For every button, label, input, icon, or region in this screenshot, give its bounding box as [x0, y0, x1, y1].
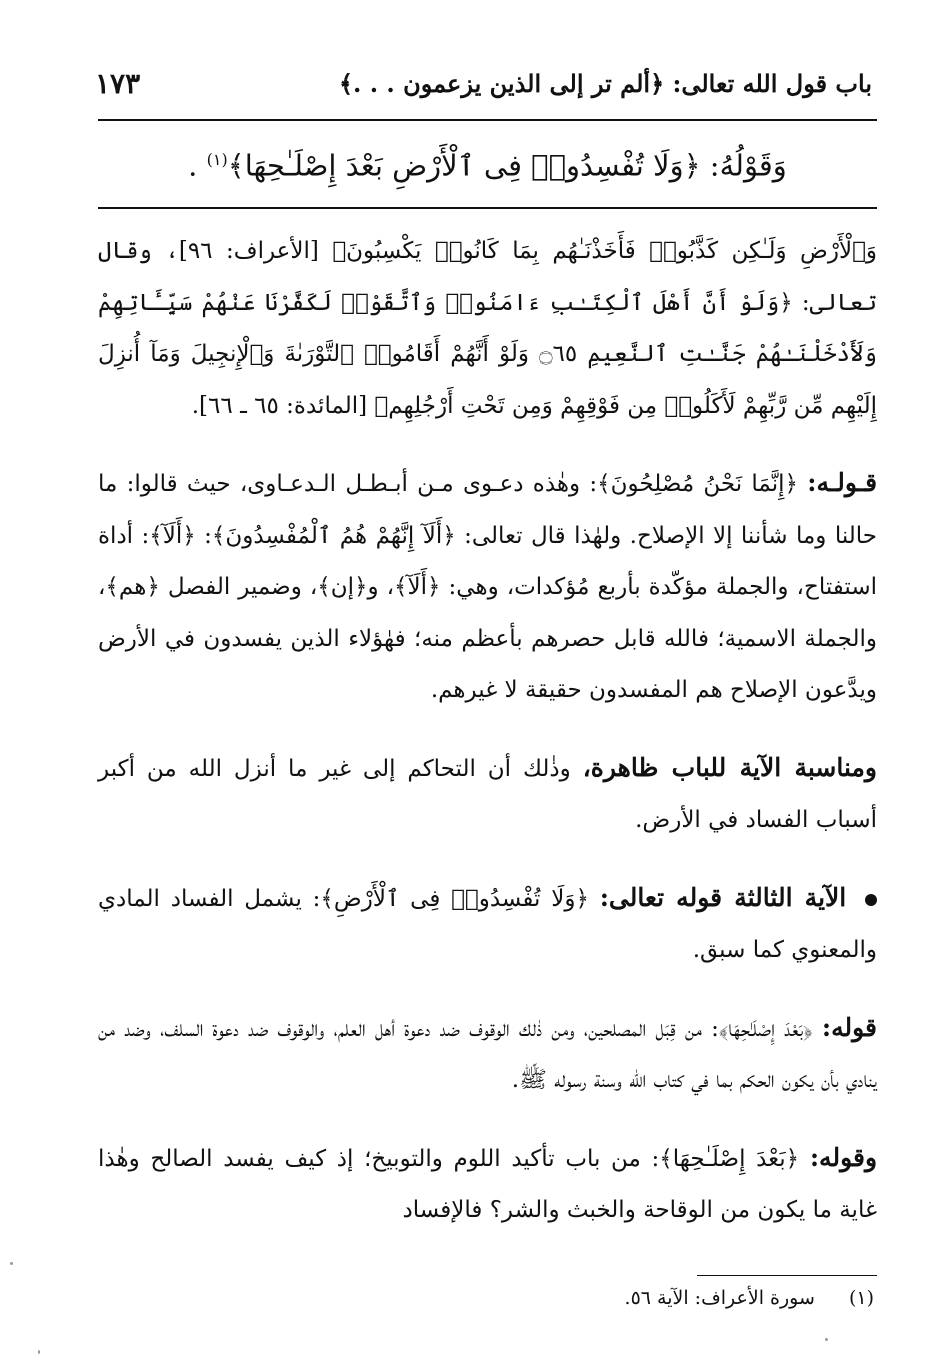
paragraph-third-verse [98, 872, 877, 977]
header-divider [98, 119, 877, 121]
footnote-text: سورة الأعراف: الآية ٥٦. [624, 1287, 815, 1309]
footnote-number: (١) [848, 1287, 874, 1309]
running-header [95, 58, 872, 108]
scan-speck [825, 1338, 828, 1341]
paragraph-after-reform [98, 1002, 877, 1107]
paragraph-lead: الآية الثالثة قوله تعالى: [599, 882, 847, 912]
chapter-title: باب قول الله تعالى: ﴿ألم تر إلى الذين يزعمون . . .﴾ [338, 68, 872, 98]
paragraph-text: ﴿وَلَا تُفْسِدُوا۟ فِى ٱلْأَرْضِ﴾: يشمل الفساد المادي والمعنوي كما سبق. [98, 885, 877, 963]
paragraph-relevance [98, 742, 877, 847]
paragraph-lead: ومناسبة الآية للباب ظاهرة، [582, 752, 877, 782]
paragraph-text: ﴿بَعْدَ إِصْلَـٰحِهَا﴾: من قِبَل المصلحين، ومن ذٰلك الوقوف ضد دعوة أهل العلم، والوقوف ضد دعوة السلف، وضد من ينادي بأن يكون الحكم بما في كتاب الله وسنة رسوله ﷺ. [98, 1015, 877, 1093]
paragraph-text: ﴿بَعْدَ إِصْلَـٰحِهَا﴾: من باب تأكيد اللوم والتوبيخ؛ إذ كيف يفسد الصالح وهٰذا غاية ما يكون من الوقاحة والخبث والشر؟ فالإفساد [98, 1145, 877, 1223]
section-divider [98, 207, 877, 209]
verse-text: وَقَوْلُهُ: ﴿وَلَا تُفْسِدُوا۟ فِى ٱلْأَرْضِ بَعْدَ إِصْلَـٰحِهَا﴾ [227, 148, 787, 183]
body-text [98, 226, 877, 1262]
scan-speck [38, 1350, 40, 1354]
paragraph-lead: وقوله: [809, 1142, 878, 1172]
paragraph-emphasis [98, 1132, 877, 1237]
paragraph-innama [98, 457, 877, 717]
paragraph-text: ﴿إِنَّمَا نَحْنُ مُصْلِحُونَ﴾: وهٰذه دعـوى مـن أبـطـل الـدعـاوى، حيث قالوا: ما حالنا وما شأننا إلا الإصلاح. ولهٰذا قال تعالى: ﴿أَلَآ إِنَّهُمْ هُمُ ٱلْمُفْسِدُونَ﴾: ﴿أَلَآ﴾: أداة استفتاح، والجملة مؤكّدة بأربع مُؤكدات، وهي: ﴿أَلَآ﴾، و﴿إن﴾، وضمير الفصل ﴿هم﴾، والجملة الاسمية؛ فالله قابل حصرهم بأعظم منه؛ فهٰؤلاء الذين يفسدون في الأرض ويدَّعون الإصلاح هم المفسدون حقيقة لا غيرهم. [98, 471, 877, 703]
paragraph-text: وذٰلك أن التحاكم إلى غير ما أنزل الله من أكبر أسباب الفساد في الأرض. [98, 755, 877, 833]
footnote [98, 1282, 874, 1314]
paragraph-text: وَٱلْأَرْضِ وَلَـٰكِن كَذَّبُوا۟ فَأَخَذْنَـٰهُم بِمَا كَانُوا۟ يَكْسِبُونَ﴾ [الأعراف: ٩٦]، وقال تعالى: ﴿وَلَوْ أَنَّ أَهْلَ ٱلْكِتَـٰبِ ءَامَنُوا۟ وَٱتَّقَوْا۟ لَكَفَّرْنَا عَنْهُمْ سَيِّـَٔاتِهِمْ وَلَأَدْخَلْنَـٰهُمْ جَنَّـٰتِ ٱلنَّعِيمِ ۝٦٥ وَلَوْ أَنَّهُمْ أَقَامُوا۟ ٱلتَّوْرَىٰةَ وَٱلْإِنجِيلَ وَمَآ أُنزِلَ إِلَيْهِم مِّن رَّبِّهِمْ لَأَكَلُوا۟ مِن فَوْقِهِمْ وَمِن تَحْتِ أَرْجُلِهِم﴾ [المائدة: ٦٥ ـ ٦٦]. [98, 238, 877, 419]
footnote-divider [697, 1275, 877, 1276]
verse-heading [98, 135, 877, 191]
bullet-icon [865, 894, 877, 906]
paragraph-lead: قـولـه: [807, 468, 878, 497]
verse-end-mark: . [188, 148, 198, 183]
paragraph-lead: قوله: [821, 1012, 877, 1042]
footnote-reference: (١) [206, 150, 228, 169]
paragraph-verses [98, 226, 877, 432]
scan-speck [10, 1262, 13, 1265]
page-number: ١٧٣ [95, 66, 141, 100]
